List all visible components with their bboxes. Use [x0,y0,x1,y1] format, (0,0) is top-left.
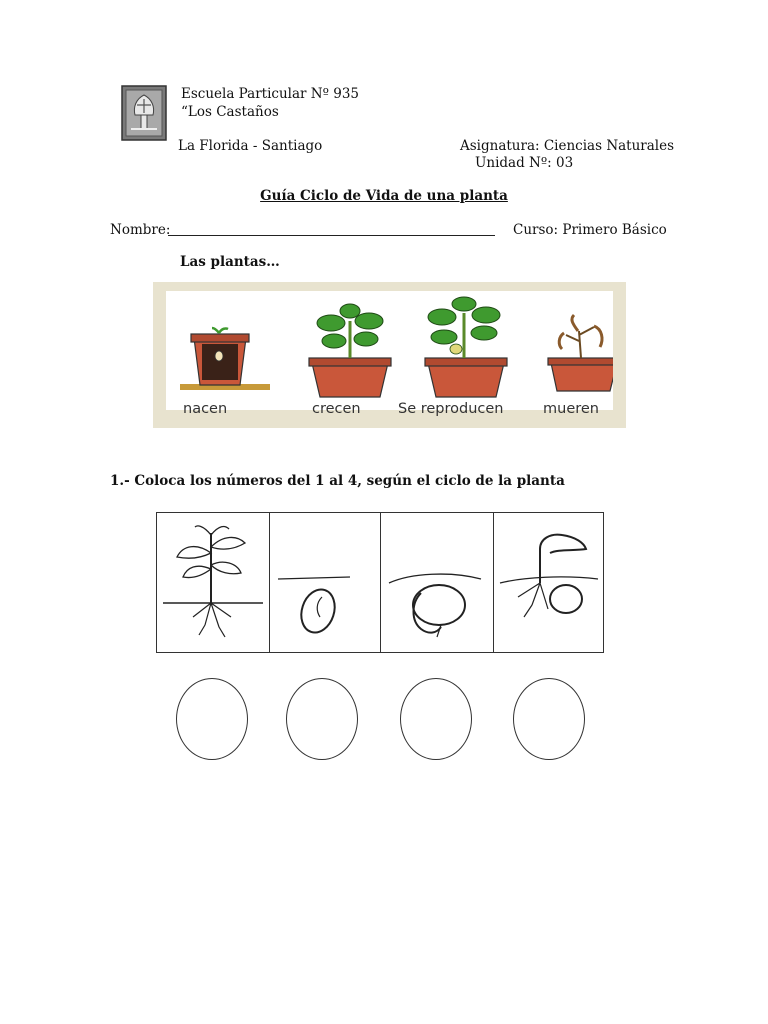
answer-circle-4[interactable] [513,678,585,760]
life-stages-illustration [153,282,626,428]
school-logo [121,85,167,141]
grid-cell-1 [157,513,270,652]
grid-cell-4 [494,513,604,652]
course-label: Curso: Primero Básico [513,222,667,238]
name-field-line[interactable] [168,235,495,236]
name-label: Nombre: [110,222,171,238]
dying-plant-image [548,315,613,391]
school-location: La Florida - Santiago [178,138,323,154]
grid-cell-3 [381,513,494,652]
subject-label: Asignatura: Ciencias Naturales [460,138,675,154]
stage-label-crecen: crecen [312,401,361,417]
school-subtitle: “Los Castaños [181,104,279,120]
stage-label-se-reproducen: Se reproducen [398,401,504,417]
grid-cell-2 [270,513,381,652]
growing-plant-image [309,304,391,397]
answer-circle-1[interactable] [176,678,248,760]
exercise-instruction: 1.- Coloca los números del 1 al 4, según el ciclo de la planta [110,473,565,489]
unit-label: Unidad Nº: 03 [475,155,574,171]
stage-label-nacen: nacen [183,401,228,417]
intro-heading: Las plantas… [180,254,280,270]
school-name: Escuela Particular Nº 935 [181,86,359,102]
stage-label-mueren: mueren [543,401,599,417]
page-title: Guía Ciclo de Vida de una planta [260,188,508,204]
sprouting-pot-image [180,328,270,390]
answer-circle-2[interactable] [286,678,358,760]
reproducing-plant-image [425,297,507,397]
plant-cycle-grid [156,512,604,653]
answer-circle-3[interactable] [400,678,472,760]
